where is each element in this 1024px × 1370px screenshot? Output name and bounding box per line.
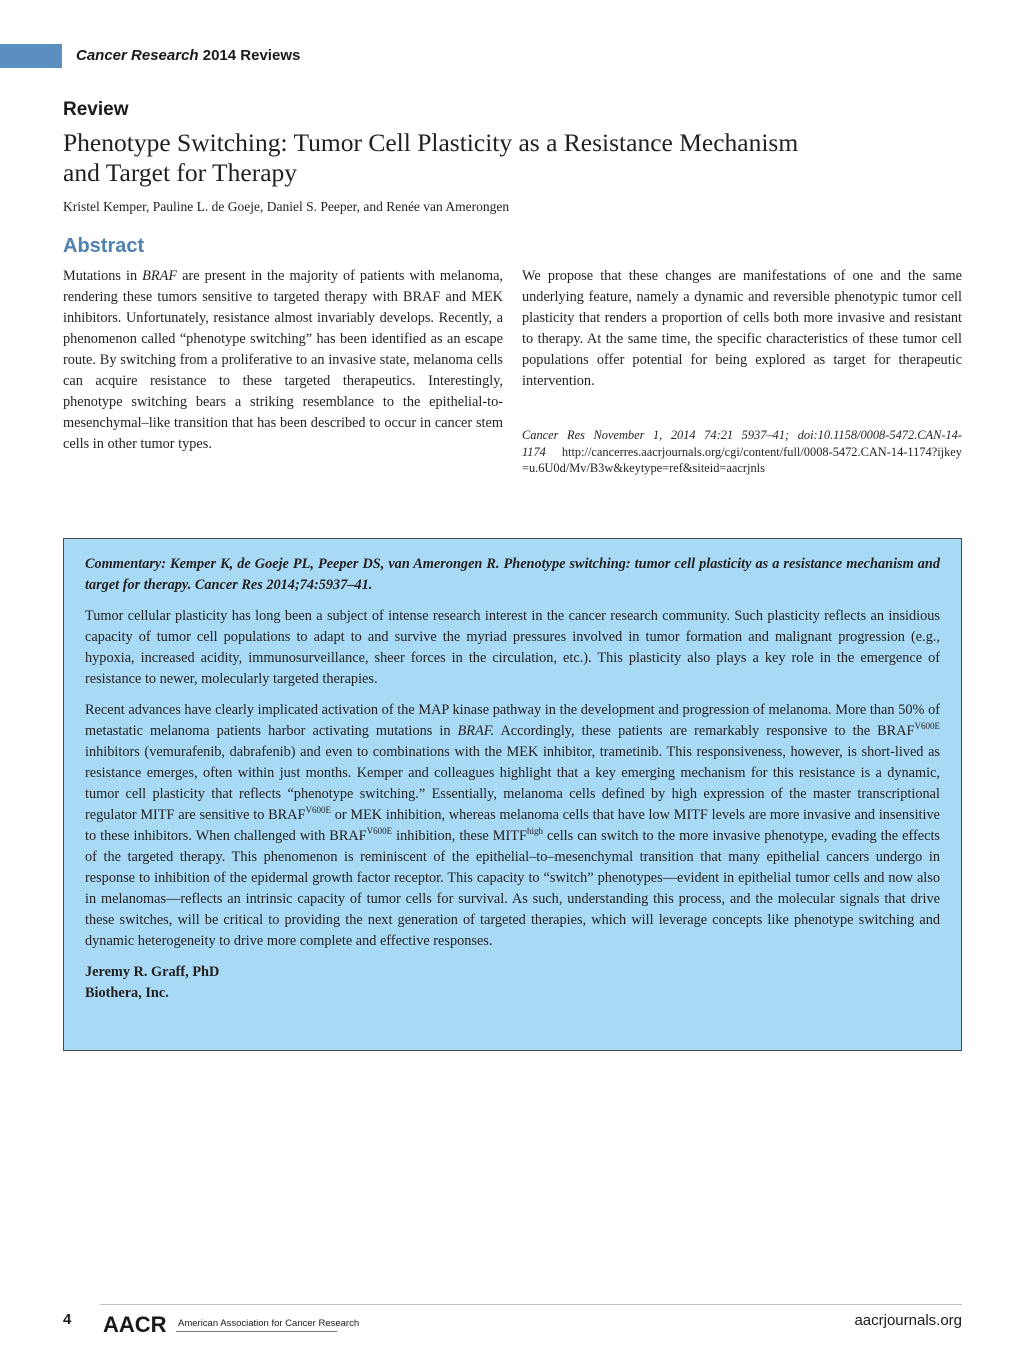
aacr-logo [103, 1313, 173, 1335]
article-type: Review [63, 99, 129, 120]
gene-name: BRAF [142, 268, 178, 284]
text-run: inhibition, these MITF [392, 828, 527, 844]
text-run: inhibitors (vemurafenib, dabrafenib) and even to combinations with the MEK inhibitor, trametinib. This responsiveness, however, is short-lived as resistance emerges, often within just months. Kemper and colleagues highlight that a key emerging mechanism for this resistance is a dynamic, tumor cell plasticity that reflects “phenotype switching.” Essentially, melanoma cells defined by high expression of the master transcriptional regulator MITF are sensitive to BRAF [85, 744, 940, 823]
commentary-reference: Commentary: Kemper K, de Goeje PL, Peeper DS, van Amerongen R. Phenotype switching: tumor cell plasticity as a resistance mechanism and target for therapy. Cancer Res 2014;74:5937–41. [85, 556, 940, 593]
superscript: V600E [366, 826, 393, 837]
abstract-left-column [63, 266, 503, 455]
author-list: Kristel Kemper, Pauline L. de Goeje, Daniel S. Peeper, and Renée van Amerongen [63, 199, 510, 214]
abstract-text: are present in the majority of patients with melanoma, rendering these tumors sensitive to targeted therapy with BRAF and MEK inhibitors. Unfortunately, resistance almost invariably develops. Recently, a phenomenon called “phenotype switching” has been identified as an escape route. By switching from a proliferative to an invasive state, melanoma cells can acquire resistance to these targeted therapeutics. Interestingly, phenotype switching bears a striking resemblance to the epithelial-to-mesenchymal–like transition that has been described to occur in cancer stem cells in other tumor types. [63, 268, 503, 452]
header-accent-bar [0, 44, 62, 68]
journal-url[interactable]: aacrjournals.org [854, 1312, 962, 1329]
abstract-right-column: We propose that these changes are manifestations of one and the same underlying feature, namely a dynamic and reversible phenotypic tumor cell plasticity that renders a proportion of cells both more invasive and resistant to therapy. At the same time, the specific characteristics of these tumor cell populations offer potential for being explored as target for therapeutic intervention. [522, 268, 962, 389]
organization-underline [176, 1331, 337, 1332]
superscript: V600E [914, 721, 940, 732]
text-run: Accordingly, these patients are remarkably responsive to the BRAF [494, 723, 915, 739]
text-run: Recent advances have clearly implicated activation of the MAP kinase pathway in the development and progression of melanoma. More than 50% of metastatic melanoma patients harbor activating mutations in [85, 702, 940, 739]
superscript: high [526, 826, 543, 837]
commentary-author: Jeremy R. Graff, PhD [85, 964, 220, 980]
text-run: cells can switch to the more invasive phenotype, evading the effects of the targeted therapy. This phenomenon is reminiscent of the epithelial–to–mesenchymal transition that many epithelial cancers undergo in response to inhibition of the epidermal growth factor receptor. This capacity to “switch” phenotypes—evident in epithelial tumor cells and now also in melanomas—reflects an intrinsic capacity of tumor cells for survival. As such, understanding this process, and the molecular signals that drive these switches, will be critical to providing the next generation of targeted therapies, which will leverage concepts like phenotype switching and dynamic heterogeneity to drive more complete and effective responses. [85, 828, 940, 949]
commentary-paragraph-1: Tumor cellular plasticity has long been a subject of intense research interest in the cancer research community. Such plasticity reflects an insidious capacity of tumor cell populations to adapt to and survive the myriad pressures involved in tumor formation and malignant progression (e.g., hypoxia, increased acidity, immunosurveillance, sheer forces in the circulation, etc.). This plasticity also plays a key role in the emergence of resistance to newer, molecularly targeted therapies. [85, 608, 940, 687]
commentary-paragraph-2 [85, 700, 940, 952]
section-name: 2014 Reviews [202, 47, 301, 64]
gene-name: BRAF. [457, 723, 495, 739]
footer-divider [100, 1304, 962, 1305]
organization-name: American Association for Cancer Research [178, 1318, 360, 1329]
journal-name: Cancer Research [76, 47, 199, 64]
commentary-signoff [85, 962, 940, 1004]
citation [522, 427, 962, 477]
page-number: 4 [63, 1311, 72, 1328]
abstract-heading: Abstract [63, 235, 145, 257]
text-run: or MEK inhibition, whereas melanoma cells that have low MITF levels are more invasive and insensitive to these inhibitors. When challenged with BRAF [85, 807, 940, 844]
citation-ref: Cancer Res November 1, 2014 74:21 5937–41; doi:10.1158/0008-5472.CAN-14-1174 [522, 428, 962, 459]
commentary-box [63, 538, 962, 1051]
running-head [76, 47, 300, 64]
commentary-affiliation: Biothera, Inc. [85, 985, 169, 1001]
abstract-text: Mutations in [63, 268, 143, 284]
superscript: V600E [305, 805, 331, 816]
aacr-logo-text: AACR [103, 1313, 167, 1335]
citation-link[interactable]: http://cancerres.aacrjournals.org/cgi/content/full/0008-5472.CAN-14-1174?ijkey=u.6U0d/Mv/B3w&keytype=ref&siteid=aacrjnls [522, 444, 962, 475]
article-title: Phenotype Switching: Tumor Cell Plasticity as a Resistance Mechanism and Target for Therapy [63, 128, 799, 187]
